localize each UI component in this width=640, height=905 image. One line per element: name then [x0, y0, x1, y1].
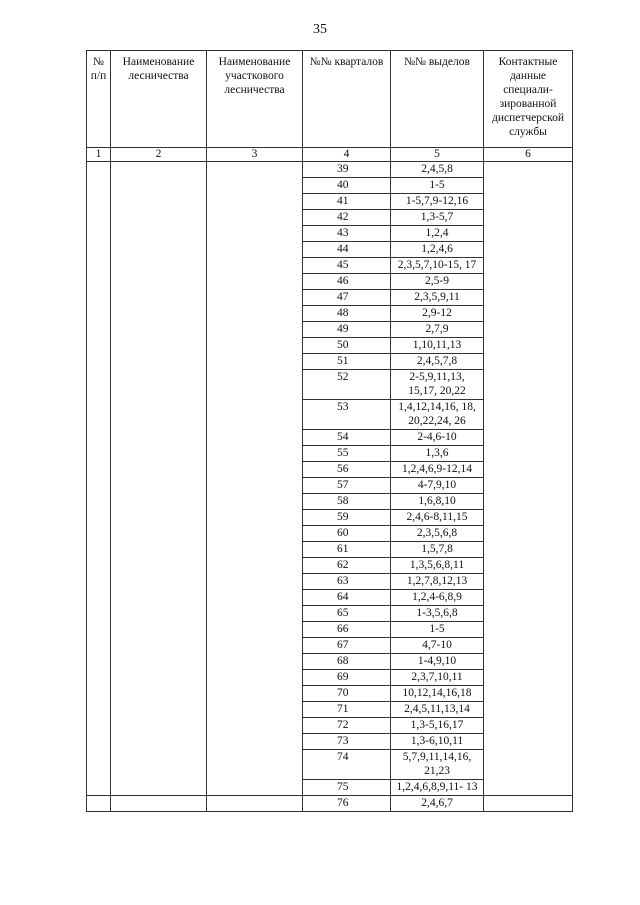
merged-contact-cell: [484, 162, 573, 796]
subdivision-numbers: 2,4,6-8,11,15: [391, 510, 484, 526]
quarter-number: 71: [303, 702, 391, 718]
column-number: 6: [484, 148, 573, 162]
subdivision-numbers: 1,2,4,6,8,9,11- 13: [391, 780, 484, 796]
subdivision-numbers: 2,7,9: [391, 322, 484, 338]
last-num-cell: [87, 796, 111, 812]
column-number: 2: [111, 148, 207, 162]
subdivision-numbers: 1,2,4,6: [391, 242, 484, 258]
column-number: 3: [207, 148, 303, 162]
subdivision-numbers: 1,5,7,8: [391, 542, 484, 558]
quarter-number: 60: [303, 526, 391, 542]
column-number: 5: [391, 148, 484, 162]
subdivision-numbers: 2,9-12: [391, 306, 484, 322]
subdivision-numbers: 1,2,4,6,9-12,14: [391, 462, 484, 478]
quarter-number: 63: [303, 574, 391, 590]
subdivision-numbers: 1,3-5,7: [391, 210, 484, 226]
subdivision-numbers: 1,6,8,10: [391, 494, 484, 510]
quarter-number: 69: [303, 670, 391, 686]
quarter-number: 40: [303, 178, 391, 194]
header-cell: Контактные данные специали-зированной диспетчерской службы: [484, 51, 573, 148]
subdivision-numbers: 1-3,5,6,8: [391, 606, 484, 622]
header-cell: № п/п: [87, 51, 111, 148]
column-number: 4: [303, 148, 391, 162]
subdivision-numbers: 2,3,5,9,11: [391, 290, 484, 306]
quarter-number: 72: [303, 718, 391, 734]
quarter-number: 62: [303, 558, 391, 574]
subdivision-numbers: 2,4,5,7,8: [391, 354, 484, 370]
quarter-number: 67: [303, 638, 391, 654]
quarter-number: 57: [303, 478, 391, 494]
header-cell: Наименование участкового лесничества: [207, 51, 303, 148]
subdivision-numbers: 2,5-9: [391, 274, 484, 290]
quarter-number: 43: [303, 226, 391, 242]
subdivision-numbers: 1,3,5,6,8,11: [391, 558, 484, 574]
subdivision-numbers: 5,7,9,11,14,16, 21,23: [391, 750, 484, 780]
table-row: [87, 796, 573, 812]
quarter-number: 76: [303, 796, 391, 812]
quarter-number: 55: [303, 446, 391, 462]
subdivision-numbers: 2,4,6,7: [391, 796, 484, 812]
header-cell: №№ кварталов: [303, 51, 391, 148]
quarter-number: 66: [303, 622, 391, 638]
column-number-row: [87, 148, 573, 162]
subdivision-numbers: 4,7-10: [391, 638, 484, 654]
subdivision-numbers: 2,4,5,11,13,14: [391, 702, 484, 718]
quarter-number: 48: [303, 306, 391, 322]
subdivision-numbers: 1-5: [391, 178, 484, 194]
subdivision-numbers: 1,3-6,10,11: [391, 734, 484, 750]
merged-num-cell: [87, 162, 111, 796]
subdivision-numbers: 10,12,14,16,18: [391, 686, 484, 702]
subdivision-numbers: 1,2,7,8,12,13: [391, 574, 484, 590]
quarter-number: 49: [303, 322, 391, 338]
subdivision-numbers: 1,2,4: [391, 226, 484, 242]
subdivision-numbers: 4-7,9,10: [391, 478, 484, 494]
subdivision-numbers: 1-4,9,10: [391, 654, 484, 670]
subdivision-numbers: 2-5,9,11,13, 15,17, 20,22: [391, 370, 484, 400]
quarter-number: 42: [303, 210, 391, 226]
subdivision-numbers: 1-5,7,9-12,16: [391, 194, 484, 210]
quarter-number: 75: [303, 780, 391, 796]
quarter-number: 50: [303, 338, 391, 354]
forestry-table: [86, 50, 573, 812]
table-row: [87, 162, 573, 178]
table-header-row: [87, 51, 573, 148]
subdivision-numbers: 2,3,5,6,8: [391, 526, 484, 542]
quarter-number: 73: [303, 734, 391, 750]
quarter-number: 41: [303, 194, 391, 210]
quarter-number: 68: [303, 654, 391, 670]
header-cell: №№ выделов: [391, 51, 484, 148]
quarter-number: 70: [303, 686, 391, 702]
subdivision-numbers: 2,3,5,7,10-15, 17: [391, 258, 484, 274]
quarter-number: 52: [303, 370, 391, 400]
subdivision-numbers: 1-5: [391, 622, 484, 638]
quarter-number: 56: [303, 462, 391, 478]
subdivision-numbers: 1,3,6: [391, 446, 484, 462]
quarter-number: 47: [303, 290, 391, 306]
subdivision-numbers: 1,10,11,13: [391, 338, 484, 354]
table-body: [87, 162, 573, 812]
page-number: 35: [313, 22, 327, 37]
quarter-number: 64: [303, 590, 391, 606]
quarter-number: 45: [303, 258, 391, 274]
quarter-number: 59: [303, 510, 391, 526]
quarter-number: 46: [303, 274, 391, 290]
quarter-number: 51: [303, 354, 391, 370]
last-contact-cell: [484, 796, 573, 812]
quarter-number: 54: [303, 430, 391, 446]
last-forestry-cell: [111, 796, 207, 812]
subdivision-numbers: 1,2,4-6,8,9: [391, 590, 484, 606]
subdivision-numbers: 2,4,5,8: [391, 162, 484, 178]
last-district-cell: [207, 796, 303, 812]
quarter-number: 53: [303, 400, 391, 430]
subdivision-numbers: 1,3-5,16,17: [391, 718, 484, 734]
merged-forestry-cell: [111, 162, 207, 796]
subdivision-numbers: 2-4,6-10: [391, 430, 484, 446]
quarter-number: 39: [303, 162, 391, 178]
subdivision-numbers: 1,4,12,14,16, 18, 20,22,24, 26: [391, 400, 484, 430]
quarter-number: 58: [303, 494, 391, 510]
column-number: 1: [87, 148, 111, 162]
quarter-number: 61: [303, 542, 391, 558]
quarter-number: 65: [303, 606, 391, 622]
merged-district-cell: [207, 162, 303, 796]
header-cell: Наименование лесничества: [111, 51, 207, 148]
quarter-number: 74: [303, 750, 391, 780]
subdivision-numbers: 2,3,7,10,11: [391, 670, 484, 686]
quarter-number: 44: [303, 242, 391, 258]
